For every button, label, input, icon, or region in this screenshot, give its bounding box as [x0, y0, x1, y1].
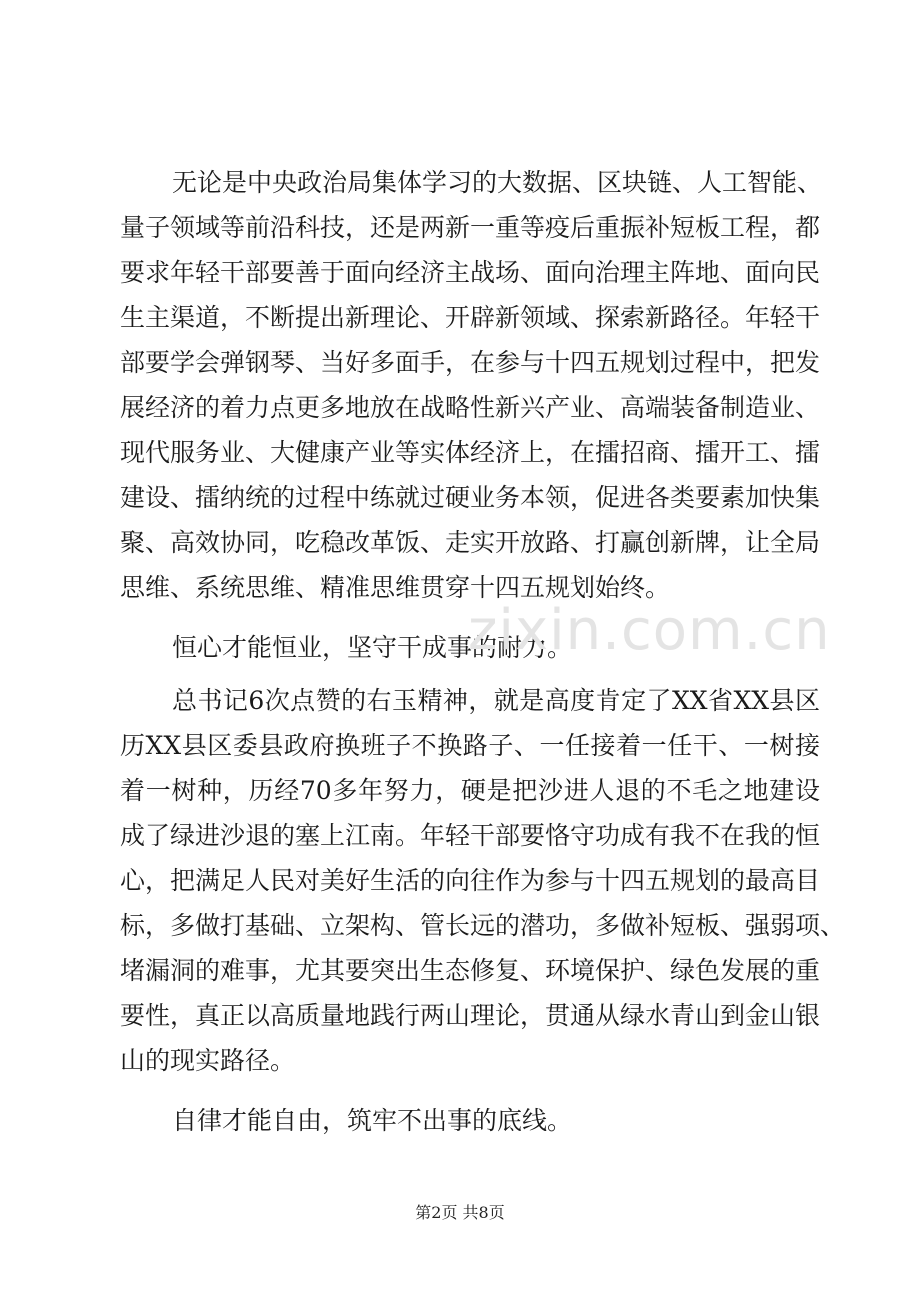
- paragraph-1-line-7: 现代服务业、大健康产业等实体经济上，在擂招商、擂开工、擂: [120, 438, 821, 467]
- paragraph-2-line-1: 恒心才能恒业，坚守干成事的耐力。: [172, 633, 573, 662]
- paragraph-1-line-6: 展经济的着力点更多地放在战略性新兴产业、高端装备制造业、: [120, 393, 821, 422]
- paragraph-1-line-9: 聚、高效协同，吃稳改革饭、走实开放路、打赢创新牌，让全局: [120, 528, 821, 557]
- paragraph-1-line-4: 生主渠道，不断提出新理论、开辟新领域、探索新路径。年轻干: [120, 303, 821, 332]
- paragraph-3-line-9: 山的现实路径。: [120, 1046, 296, 1075]
- paragraph-1-line-2: 量子领域等前沿科技，还是两新一重等疫后重振补短板工程，都: [120, 213, 821, 242]
- page-number-footer: 第2页 共8页: [415, 1203, 505, 1222]
- paragraph-3-line-3: 着一树种，历经70多年努力，硬是把沙进人退的不毛之地建设: [120, 776, 820, 805]
- paragraph-3-line-2: 历XX县区委县政府换班子不换路子、一任接着一任干、一树接: [120, 731, 820, 760]
- paragraph-3-line-1: 总书记6次点赞的右玉精神，就是高度肯定了XX省XX县区: [172, 686, 820, 715]
- paragraph-3-line-4: 成了绿进沙退的塞上江南。年轻干部要恪守功成有我不在我的恒: [120, 821, 821, 850]
- site-watermark: zixin.com.cn: [468, 598, 831, 663]
- paragraph-4-line-1: 自律才能自由，筑牢不出事的底线。: [172, 1106, 573, 1135]
- paragraph-1-line-10: 思维、系统思维、精准思维贯穿十四五规划始终。: [120, 573, 671, 602]
- paragraph-3-line-7: 堵漏洞的难事，尤其要突出生态修复、环境保护、绿色发展的重: [120, 956, 821, 985]
- paragraph-1-line-1: 无论是中央政治局集体学习的大数据、区块链、人工智能、: [172, 168, 823, 197]
- paragraph-1-line-8: 建设、擂纳统的过程中练就过硬业务本领，促进各类要素加快集: [120, 483, 821, 512]
- paragraph-1-line-3: 要求年轻干部要善于面向经济主战场、面向治理主阵地、面向民: [120, 258, 821, 287]
- paragraph-3-line-8: 要性，真正以高质量地践行两山理论，贯通从绿水青山到金山银: [120, 1001, 821, 1030]
- paragraph-3-line-5: 心，把满足人民对美好生活的向往作为参与十四五规划的最高目: [120, 866, 821, 895]
- paragraph-1-line-5: 部要学会弹钢琴、当好多面手，在参与十四五规划过程中，把发: [120, 348, 821, 377]
- paragraph-3-line-6: 标，多做打基础、立架构、管长远的潜功，多做补短板、强弱项、: [120, 911, 846, 940]
